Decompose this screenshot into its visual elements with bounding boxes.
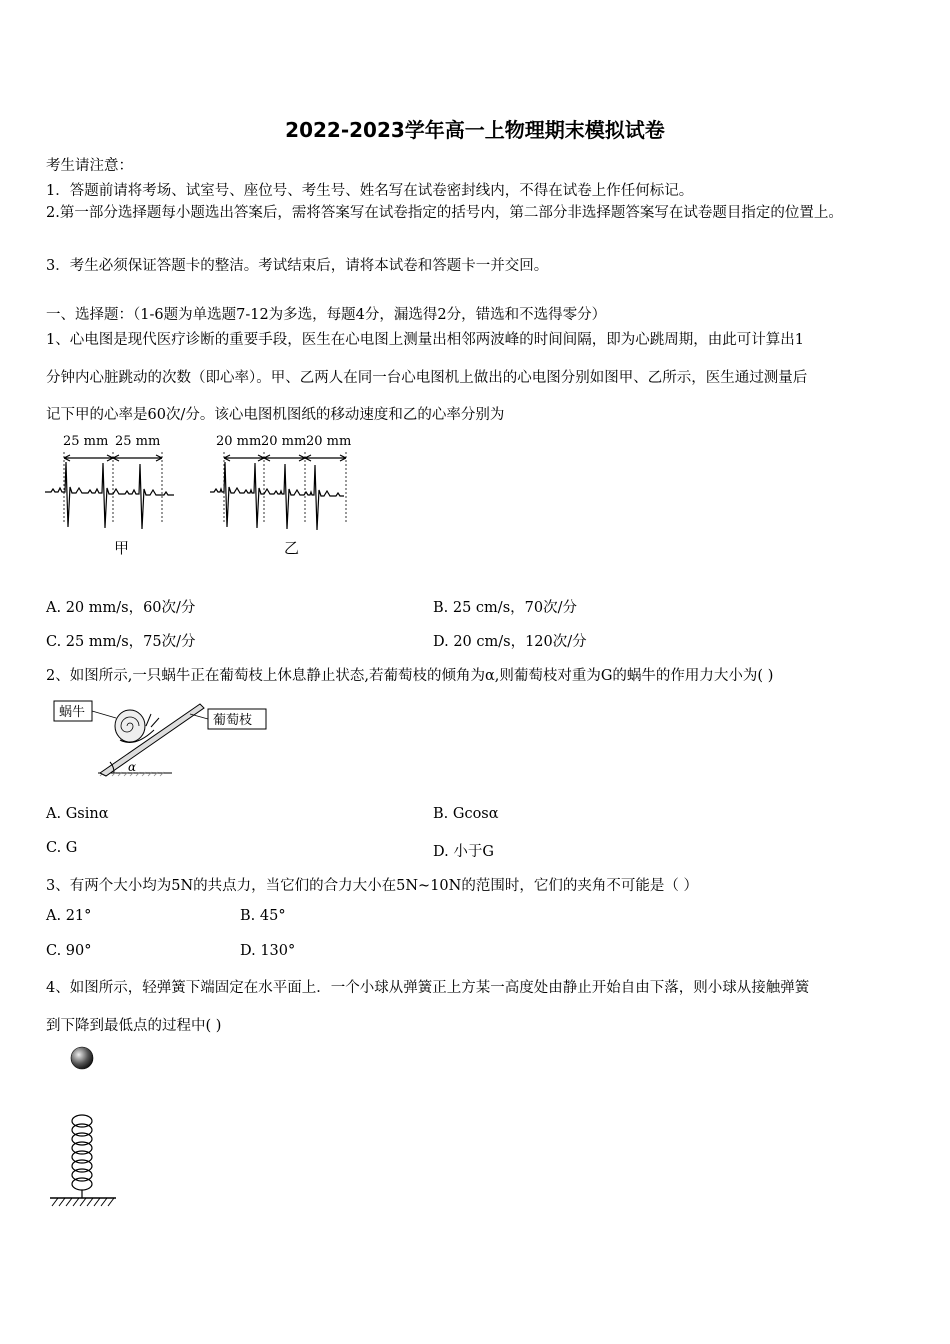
yi-dimension: 20 mm xyxy=(216,434,262,449)
jia-dimension: 25 mm xyxy=(63,434,109,449)
option-a[interactable]: A. Gsinα xyxy=(46,806,109,822)
option-d[interactable]: D. 20 cm/s，120次/分 xyxy=(433,634,587,650)
notice-item: 1．答题前请将考场、试室号、座位号、考生号、姓名写在试卷密封线内，不得在试卷上作任何标记。 xyxy=(46,183,694,199)
yi-label: 乙 xyxy=(284,539,300,557)
ecg-jia xyxy=(45,434,174,557)
question-text: 记下甲的心率是60次/分。该心电图机图纸的移动速度和乙的心率分别为 xyxy=(46,407,505,423)
yi-dimension: 20 mm xyxy=(306,434,352,449)
option-b[interactable]: B. 45° xyxy=(240,908,286,924)
spring xyxy=(72,1115,92,1198)
snail-label: 蜗牛 xyxy=(59,705,86,720)
option-d[interactable]: D. 130° xyxy=(240,943,296,959)
question-text: 1、心电图是现代医疗诊断的重要手段，医生在心电图上测量出相邻两波峰的时间间隔，即为心跳周期，由此可计算出1 xyxy=(46,332,804,348)
branch-label: 葡萄枝 xyxy=(213,713,253,728)
question-text: 3、有两个大小均为5N的共点力，当它们的合力大小在5N~10N的范围时，它们的夹角不可能是（ ） xyxy=(46,878,698,894)
yi-dimension: 20 mm xyxy=(261,434,307,449)
option-c[interactable]: C. 90° xyxy=(46,943,92,959)
option-c[interactable]: C. G xyxy=(46,840,78,856)
jia-dimension: 25 mm xyxy=(115,434,161,449)
notice-heading: 考生请注意： xyxy=(46,158,133,174)
question-text: 到下降到最低点的过程中( ) xyxy=(46,1018,222,1034)
option-d[interactable]: D. 小于G xyxy=(433,844,494,860)
ecg-figure xyxy=(40,428,390,563)
option-a[interactable]: A. 21° xyxy=(46,908,92,924)
question-text: 2、如图所示,一只蜗牛正在葡萄枝上休息静止状态,若葡萄枝的倾角为α,则葡萄枝对重为G的蜗牛的作用力大小为( ) xyxy=(46,668,774,684)
notice-item: 2.第一部分选择题每小题选出答案后，需将答案写在试卷指定的括号内，第二部分非选择题答案写在试卷题目指定的位置上。 xyxy=(46,205,843,221)
question-text: 4、如图所示，轻弹簧下端固定在水平面上．一个小球从弹簧正上方某一高度处由静止开始自由下落，则小球从接触弹簧 xyxy=(46,980,810,996)
section-heading: 一、选择题：（1-6题为单选题7-12为多选，每题4分，漏选得2分，错选和不选得零分） xyxy=(46,307,607,323)
snail-figure xyxy=(50,692,280,780)
spring-figure xyxy=(44,1040,124,1212)
notice-item: 3．考生必须保证答题卡的整洁。考试结束后，请将本试卷和答题卡一并交回。 xyxy=(46,258,549,274)
option-c[interactable]: C. 25 mm/s，75次/分 xyxy=(46,634,196,650)
jia-label: 甲 xyxy=(114,539,130,557)
option-a[interactable]: A. 20 mm/s，60次/分 xyxy=(46,600,196,616)
ball xyxy=(71,1047,93,1069)
option-b[interactable]: B. 25 cm/s，70次/分 xyxy=(433,600,577,616)
question-text: 分钟内心脏跳动的次数（即心率）。甲、乙两人在同一台心电图机上做出的心电图分别如图甲、乙所示，医生通过测量后 xyxy=(46,370,808,386)
angle-label: α xyxy=(128,760,137,774)
option-b[interactable]: B. Gcosα xyxy=(433,806,499,822)
page-title: 2022-2023学年高一上物理期末模拟试卷 xyxy=(285,118,665,142)
ecg-yi xyxy=(210,434,351,557)
